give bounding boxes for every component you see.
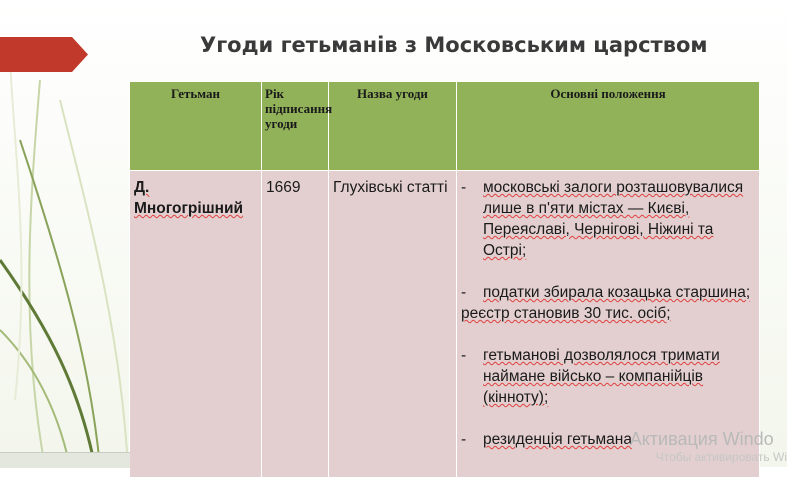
cell-hetman	[130, 171, 262, 478]
slide-panel-edge	[0, 452, 130, 468]
agreements-table	[129, 81, 760, 478]
windows-activation-watermark: Активация Windo Чтобы активировать Wi	[629, 429, 787, 464]
provision-item: - гетьманові дозволялося тримати наймане військо – компанійців (кінноту);	[461, 347, 720, 406]
title-arrow-shape	[0, 37, 88, 72]
cell-year: 1669	[262, 171, 329, 478]
provision-item: реєстр становив 30 тис. осіб;	[461, 305, 671, 322]
provision-item: - резиденція гетьмана	[461, 431, 632, 448]
header-agreement-name: Назва угоди	[329, 82, 457, 171]
cell-agreement-name: Глухівські статті	[329, 171, 457, 478]
header-year: Рік підписання угоди	[262, 82, 329, 171]
slide-title: Угоди гетьманів з Московським царством	[200, 33, 708, 57]
provision-item: - московські залоги розташовувалися лише в п'яти містах — Києві, Переяславі, Чернігові, Ніжині та Острі;	[461, 179, 744, 259]
header-hetman: Гетьман	[130, 82, 262, 171]
header-provisions: Основні положення	[457, 82, 760, 171]
provision-item: - податки збирала козацька старшина;	[461, 284, 751, 301]
table-header-row	[130, 82, 760, 171]
hetman-name: Д. Многогрішний	[134, 179, 244, 217]
